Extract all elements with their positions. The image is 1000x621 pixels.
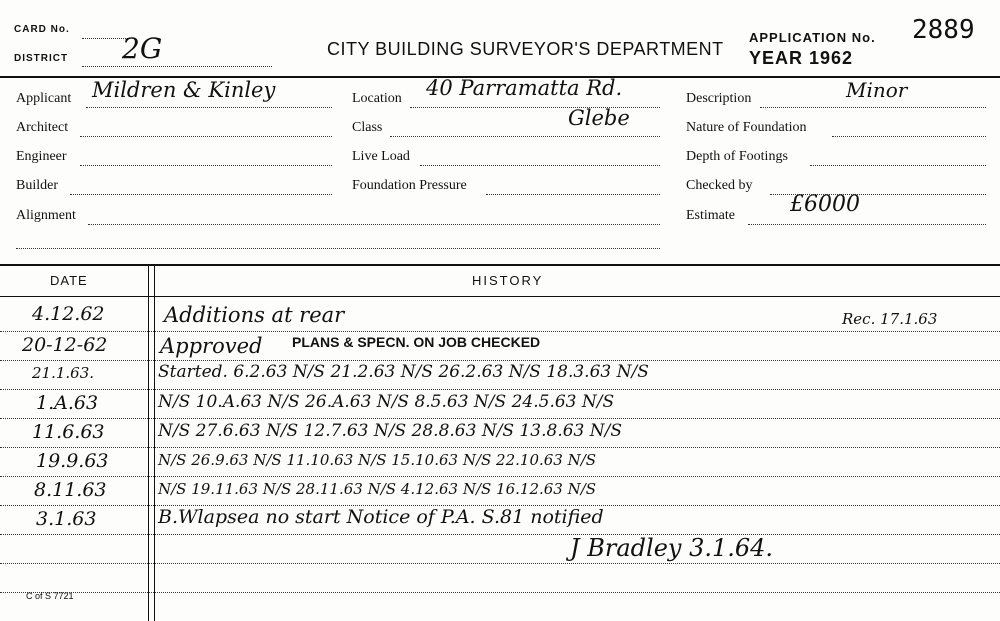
row-line (0, 331, 1000, 332)
nature-dots (832, 136, 986, 137)
row-history: Started. 6.2.63 N/S 21.2.63 N/S 26.2.63 N/S 18.3.63 N/S (158, 362, 649, 382)
blank-line (16, 248, 660, 249)
row-date: 4.12.62 (32, 303, 105, 325)
application-number: 2889 (912, 15, 975, 45)
row-line (0, 360, 1000, 361)
row-date: 8.11.63 (34, 479, 107, 501)
builder-label: Builder (16, 178, 58, 193)
builder-dots (70, 194, 332, 195)
depth-of-footings-label: Depth of Footings (686, 149, 788, 164)
received-date: Rec. 17.1.63 (842, 310, 938, 328)
district-dots (82, 66, 272, 67)
live-load-dots (420, 165, 660, 166)
application-label: APPLICATION No. (749, 30, 876, 45)
date-header: DATE (50, 273, 88, 288)
district-value: 2G (122, 32, 163, 65)
form-number: C of S 7721 (26, 591, 74, 601)
row-history: Additions at rear (164, 303, 345, 327)
row-history: N/S 10.A.63 N/S 26.A.63 N/S 8.5.63 N/S 24.5.63 N/S (158, 392, 615, 412)
row-history: Approved (160, 334, 263, 358)
checked-by-label: Checked by (686, 178, 753, 193)
foundation-pressure-label: Foundation Pressure (352, 178, 467, 193)
year-label: YEAR 1962 (749, 48, 854, 68)
description-value: Minor (846, 78, 908, 102)
architect-label: Architect (16, 120, 69, 135)
engineer-label: Engineer (16, 149, 67, 164)
row-date: 21.1.63. (32, 364, 95, 382)
engineer-dots (80, 165, 332, 166)
row-history: N/S 19.11.63 N/S 28.11.63 N/S 4.12.63 N/S 16.12.63 N/S (158, 480, 597, 498)
alignment-label: Alignment (16, 208, 76, 223)
row-date: 3.1.63 (36, 508, 97, 530)
row-date: 19.9.63 (36, 450, 109, 472)
class-label: Class (352, 120, 383, 135)
description-label: Description (686, 91, 752, 106)
date-column-divider-inner (154, 264, 155, 621)
architect-dots (80, 136, 332, 137)
location-suburb: Glebe (568, 106, 630, 130)
signature: J Bradley 3.1.64. (570, 534, 774, 562)
row-history: N/S 26.9.63 N/S 11.10.63 N/S 15.10.63 N/S 22.10.63 N/S (158, 451, 597, 469)
class-dots (390, 136, 660, 137)
row-line (0, 563, 1000, 564)
district-label: DISTRICT (14, 53, 69, 64)
row-history: N/S 27.6.63 N/S 12.7.63 N/S 28.8.63 N/S 13.8.63 N/S (158, 421, 623, 441)
description-dots (760, 107, 986, 108)
depth-dots (810, 165, 986, 166)
header-row-rule (0, 296, 1000, 297)
row-history: B.Wlapsea no start Notice of P.A. S.81 notified (158, 506, 604, 528)
row-line (0, 534, 1000, 535)
estimate-value: £6000 (790, 192, 860, 217)
checked-stamp: PLANS & SPECN. ON JOB CHECKED (292, 334, 541, 350)
row-line (0, 389, 1000, 390)
row-line (0, 447, 1000, 448)
applicant-value: Mildren & Kinley (92, 78, 276, 102)
row-date: 11.6.63 (32, 421, 105, 443)
location-label: Location (352, 91, 402, 106)
table-top-rule (0, 264, 1000, 266)
location-value: 40 Parramatta Rd. (426, 76, 623, 100)
live-load-label: Live Load (352, 149, 410, 164)
row-date: 20-12-62 (22, 334, 108, 356)
applicant-dots (86, 107, 332, 108)
nature-of-foundation-label: Nature of Foundation (686, 120, 807, 135)
row-line (0, 476, 1000, 477)
estimate-dots (748, 224, 986, 225)
row-line (0, 592, 1000, 593)
row-line (0, 418, 1000, 419)
foundation-pressure-dots (486, 194, 660, 195)
alignment-dots (88, 224, 660, 225)
department-title: CITY BUILDING SURVEYOR'S DEPARTMENT (327, 39, 724, 59)
row-date: 1.A.63 (36, 392, 99, 414)
estimate-label: Estimate (686, 208, 735, 223)
card-no-label: CARD No. (14, 24, 70, 35)
date-column-divider (148, 264, 149, 621)
history-header: HISTORY (472, 273, 544, 288)
applicant-label: Applicant (16, 91, 72, 106)
